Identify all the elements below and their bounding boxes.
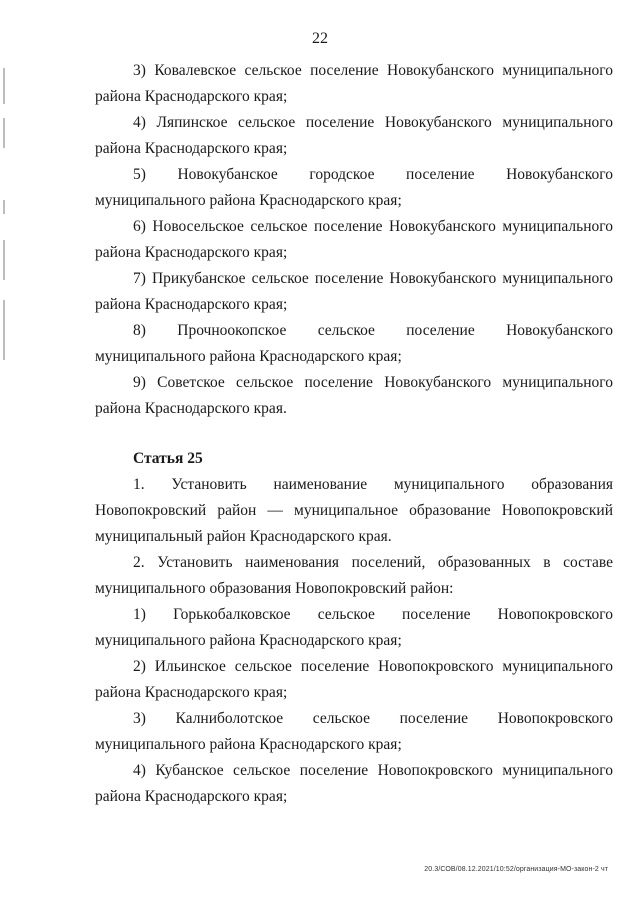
scan-margin-mark	[3, 200, 5, 214]
list-item: 4) Ляпинское сельское поселение Новокубанского муниципального района Краснодарского края;	[95, 114, 613, 157]
footer-reference: 20.3/СОВ/08.12.2021/10:52/организация-МО-закон-2 чт	[424, 866, 608, 873]
list-item: 5) Новокубанское городское поселение Новокубанского муниципального района Краснодарского края;	[95, 166, 613, 209]
scan-margin-mark	[3, 240, 5, 280]
list-item: 1) Горькобалковское сельское поселение Новопокровского муниципального района Краснодарского края;	[95, 606, 613, 649]
list-item: 7) Прикубанское сельское поселение Новокубанского муниципального района Краснодарского края;	[95, 270, 613, 313]
list-item: 3) Ковалевское сельское поселение Новокубанского муниципального района Краснодарского края;	[95, 62, 613, 105]
list-item: 2) Ильинское сельское поселение Новопокровского муниципального района Краснодарского края;	[95, 658, 613, 701]
scan-margin-mark	[3, 118, 5, 148]
settlement-list-part1	[95, 58, 613, 422]
scan-margin-mark	[3, 68, 5, 104]
list-item: 4) Кубанское сельское поселение Новопокровского муниципального района Краснодарского края;	[95, 762, 613, 805]
scan-margin-mark	[3, 300, 5, 360]
article-heading: Статья 25	[133, 450, 203, 467]
article-paragraph: 1. Установить наименование муниципального образования Новопокровский район — муниципальное образование Новопокровский муниципальный район Краснодарского края.	[95, 476, 613, 545]
article-body	[95, 472, 613, 810]
list-item: 6) Новосельское сельское поселение Новокубанского муниципального района Краснодарского края;	[95, 218, 613, 261]
list-item: 3) Калниболотское сельское поселение Новопокровского муниципального района Краснодарского края;	[95, 710, 613, 753]
page-number: 22	[312, 30, 328, 47]
list-item: 9) Советское сельское поселение Новокубанского муниципального района Краснодарского края.	[95, 374, 613, 417]
article-paragraph: 2. Установить наименования поселений, образованных в составе муниципального образования Новопокровский район:	[95, 554, 613, 597]
list-item: 8) Прочноокопское сельское поселение Новокубанского муниципального района Краснодарского края;	[95, 322, 613, 365]
